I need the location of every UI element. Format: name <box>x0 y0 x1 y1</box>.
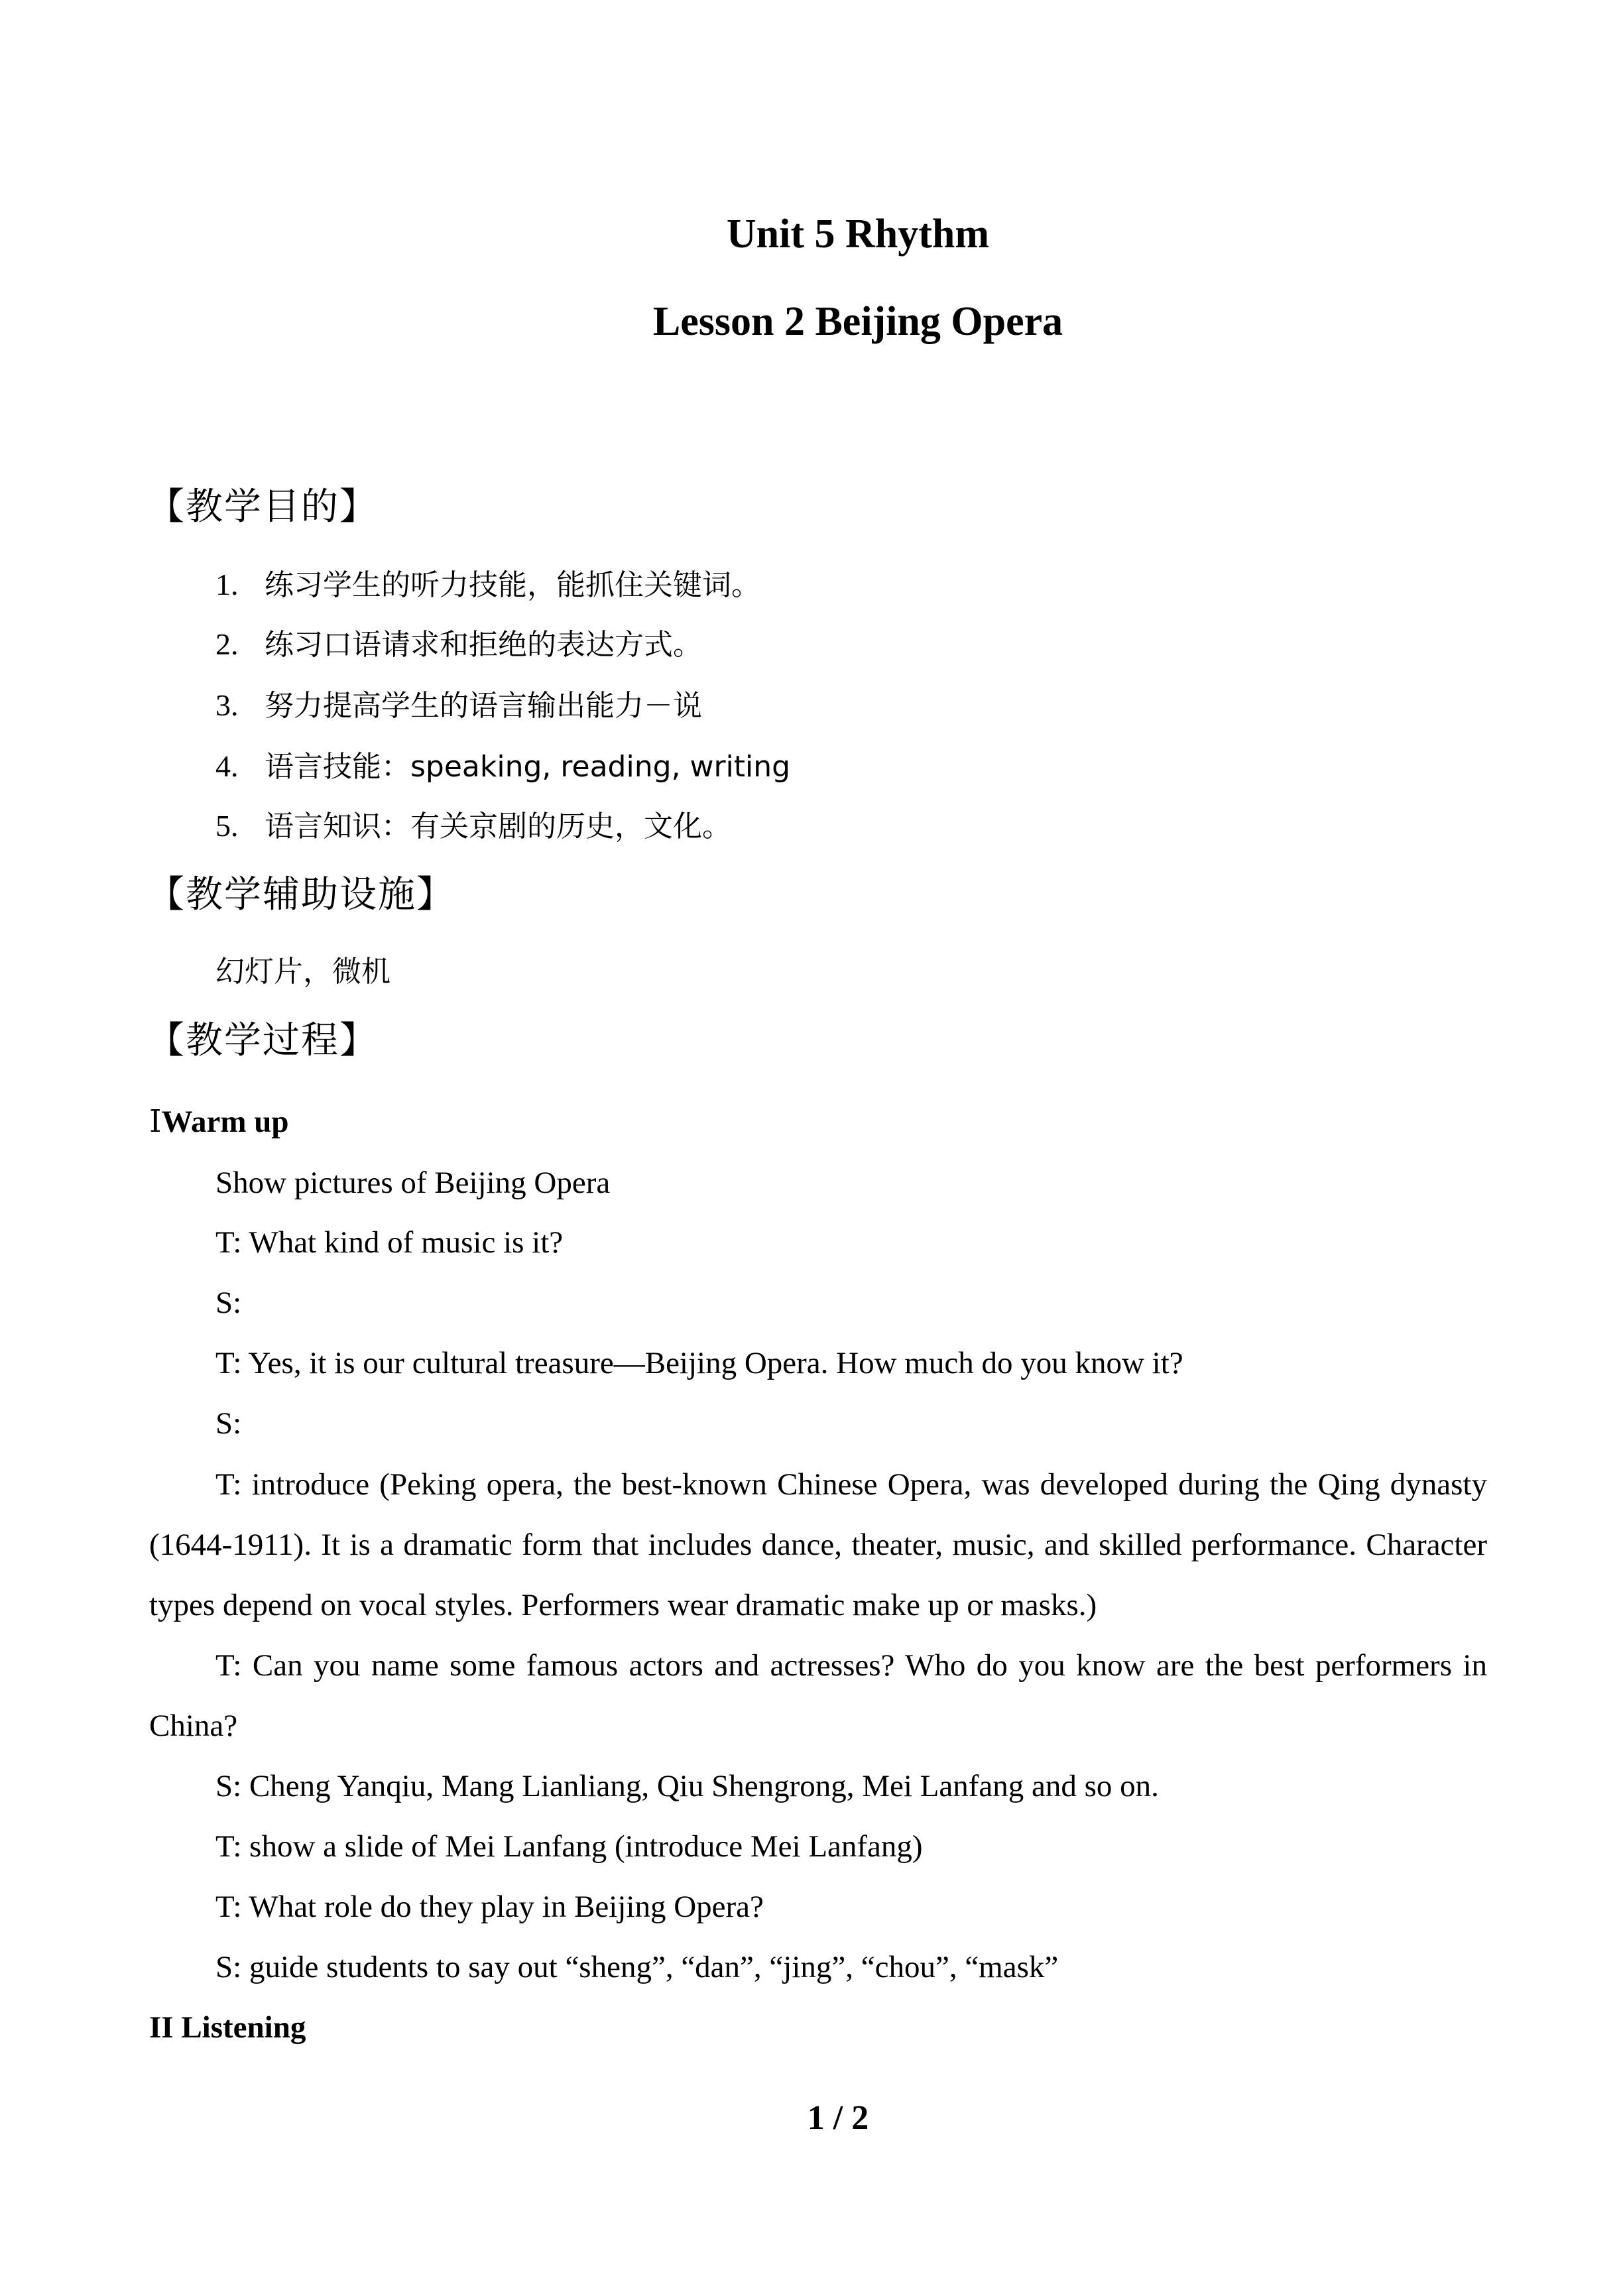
text-line: S: <box>215 1286 242 1320</box>
text-line: T: show a slide of Mei Lanfang (introduce Mei Lanfang) <box>215 1829 923 1864</box>
text-line: T: Yes, it is our cultural treasure—Beijing Opera. How much do you know it? <box>215 1346 1183 1380</box>
intro-paragraph: T: introduce (Peking opera, the best-known Chinese Opera, was developed during the Qing dynasty (1644-1911). It is a dramatic form that includes dance, theater, music, and skilled performance. Character types depend on vocal styles. Performers wear dramatic make up or masks.) <box>149 1467 1487 1622</box>
section-warmup-title: ⅠWarm up <box>149 1105 289 1139</box>
intro-paragraph-block <box>149 1455 1487 1636</box>
objective-item: 5. 语言知识：有关京剧的历史，文化。 <box>215 809 731 843</box>
objective-item: 2. 练习口语请求和拒绝的表达方式。 <box>215 627 702 662</box>
text-line: T: What role do they play in Beijing Opera? <box>215 1890 764 1924</box>
text-line: T: What kind of music is it? <box>215 1225 564 1260</box>
text-line: S: <box>215 1406 242 1441</box>
actors-paragraph-block <box>149 1636 1487 1756</box>
process-heading: 【教学过程】 <box>147 1019 378 1062</box>
objective-item: 1. 练习学生的听力技能，能抓住关键词。 <box>215 568 760 602</box>
aids-heading: 【教学辅助设施】 <box>147 873 455 916</box>
objectives-heading: 【教学目的】 <box>147 485 378 528</box>
lesson-title: Lesson 2 Beijing Opera <box>652 299 1063 344</box>
objective-item: 4. 语言技能：speaking, reading, writing <box>215 749 791 784</box>
actors-paragraph: T: Can you name some famous actors and actresses? Who do you know are the best performers in China? <box>149 1648 1487 1743</box>
text-line: S: guide students to say out “sheng”, “dan”, “jing”, “chou”, “mask” <box>215 1950 1059 1984</box>
unit-title: Unit 5 Rhythm <box>726 211 990 257</box>
section-listening-title: II Listening <box>149 2010 306 2045</box>
text-line: Show pictures of Beijing Opera <box>215 1166 611 1200</box>
objective-item: 3. 努力提高学生的语言输出能力－说 <box>215 688 702 723</box>
aids-text: 幻灯片，微机 <box>215 955 391 989</box>
text-line: S: Cheng Yanqiu, Mang Lianliang, Qiu Shengrong, Mei Lanfang and so on. <box>215 1769 1159 1803</box>
page-number: 1 / 2 <box>807 2099 869 2137</box>
